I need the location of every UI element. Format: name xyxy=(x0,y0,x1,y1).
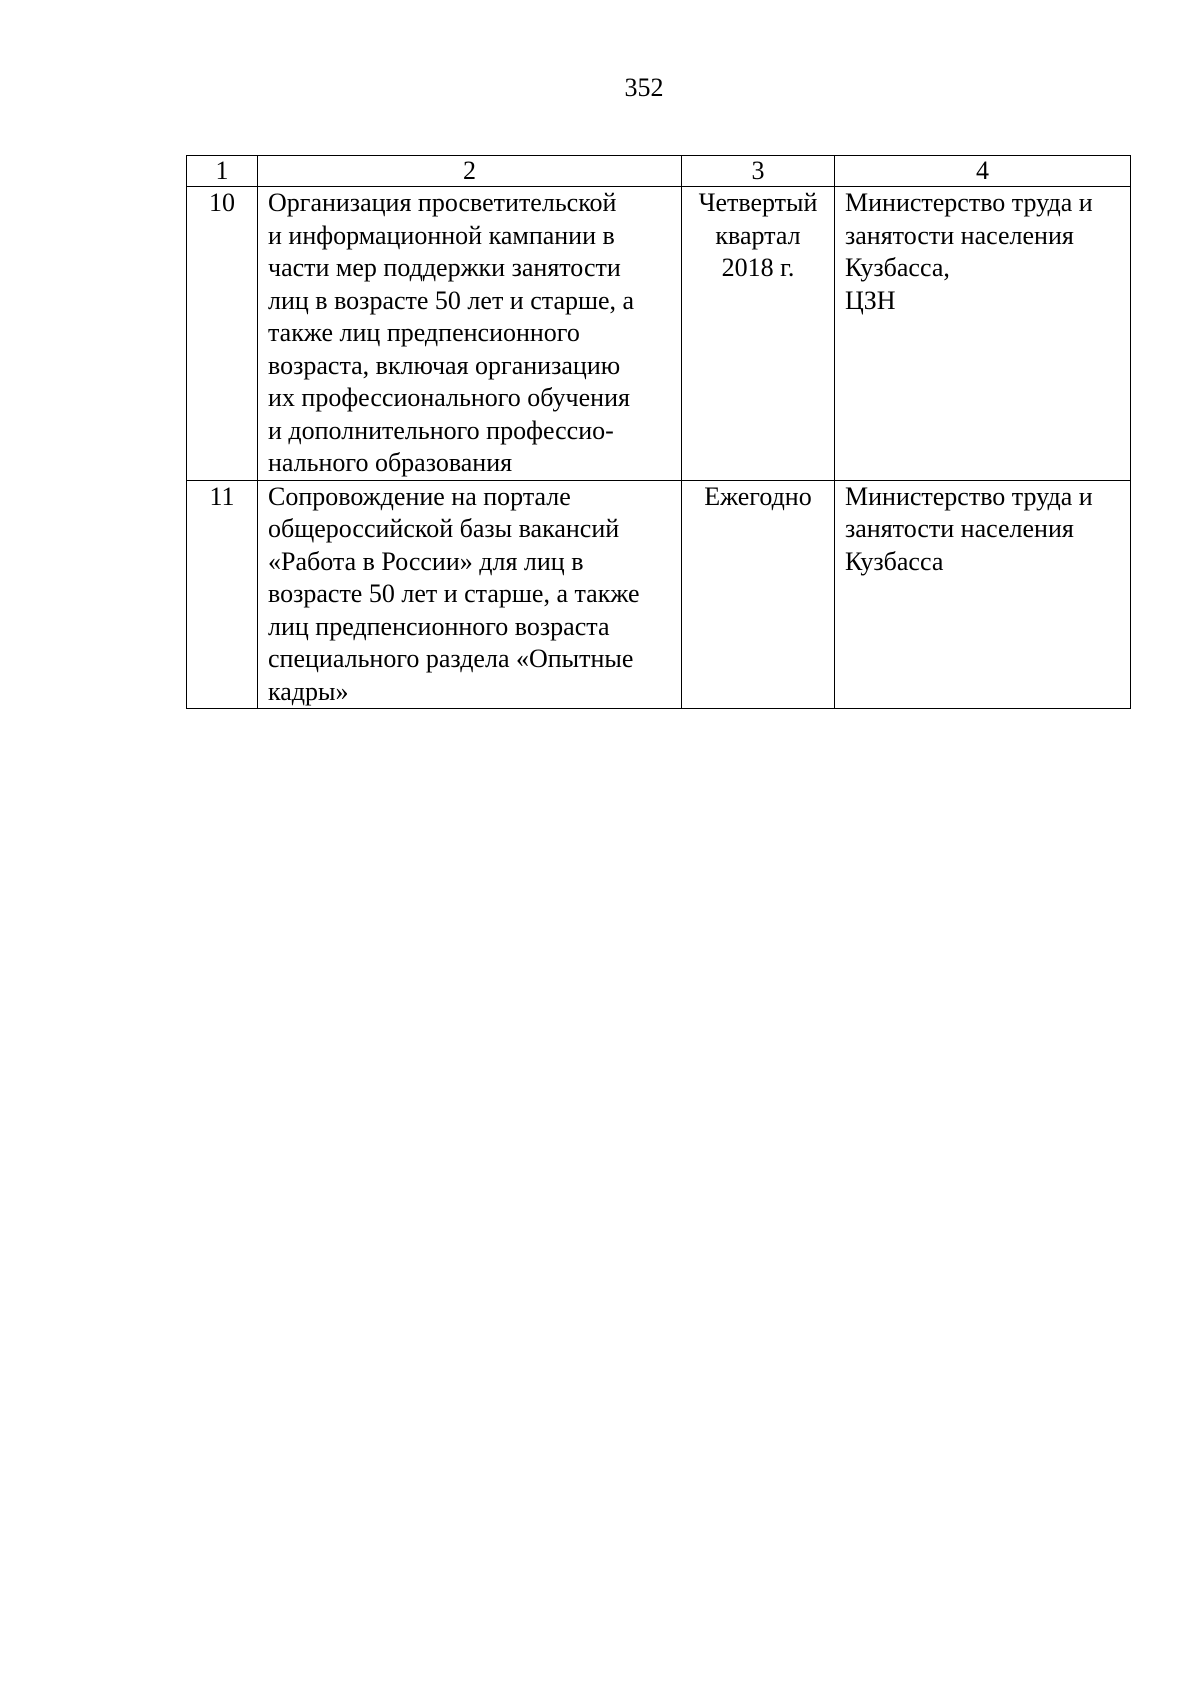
term-line: 2018 г. xyxy=(721,253,795,282)
responsible-line: ЦЗН xyxy=(845,285,896,315)
header-cell-3: 3 xyxy=(682,156,835,187)
description-line: специального раздела «Опытные xyxy=(268,644,634,673)
responsible-line: Кузбасса, xyxy=(845,253,950,282)
plan-table xyxy=(186,155,1131,709)
responsible-line: Кузбасса xyxy=(845,546,944,576)
responsible-line: занятости населения xyxy=(845,514,1074,543)
term-line: квартал xyxy=(715,220,801,250)
description-line: лиц предпенсионного возраста xyxy=(268,611,610,641)
description-line: их профессионального обучения xyxy=(268,383,630,412)
page-number: 352 xyxy=(624,73,664,102)
description-line: «Работа в России» для лиц в xyxy=(268,546,584,576)
header-cell-4: 4 xyxy=(835,156,1131,187)
row-number-cell: 10 xyxy=(187,187,258,481)
description-line: и информационной кампании в xyxy=(268,220,615,250)
responsible-line: Министерство труда и xyxy=(845,481,1093,511)
term-line: Ежегодно xyxy=(704,481,812,511)
responsible-line: занятости населения xyxy=(845,220,1074,250)
term-line: Четвертый xyxy=(698,188,818,217)
header-cell-1: 1 xyxy=(187,156,258,187)
description-line: кадры» xyxy=(268,676,349,706)
description-line: Организация просветительской xyxy=(268,188,617,217)
description-line: также лиц предпенсионного xyxy=(268,318,580,347)
description-line: и дополнительного профессио- xyxy=(268,415,614,445)
table-header-row xyxy=(187,156,1131,187)
row-description-cell xyxy=(258,187,682,481)
description-line: общероссийской базы вакансий xyxy=(268,514,620,543)
description-line: лиц в возрасте 50 лет и старше, а xyxy=(268,285,635,315)
row-responsible-cell xyxy=(835,187,1131,481)
table-row xyxy=(187,187,1131,481)
row-description-cell xyxy=(258,480,682,709)
description-line: нального образования xyxy=(268,448,513,477)
row-term-cell xyxy=(682,187,835,481)
description-line: Сопровождение на портале xyxy=(268,481,571,511)
header-cell-2: 2 xyxy=(258,156,682,187)
row-term-cell xyxy=(682,480,835,709)
table-row xyxy=(187,480,1131,709)
row-responsible-cell xyxy=(835,480,1131,709)
description-line: возраста, включая организацию xyxy=(268,350,621,380)
row-number-cell: 11 xyxy=(187,480,258,709)
responsible-line: Министерство труда и xyxy=(845,188,1093,217)
description-line: части мер поддержки занятости xyxy=(268,253,621,282)
description-line: возрасте 50 лет и старше, а также xyxy=(268,579,640,608)
